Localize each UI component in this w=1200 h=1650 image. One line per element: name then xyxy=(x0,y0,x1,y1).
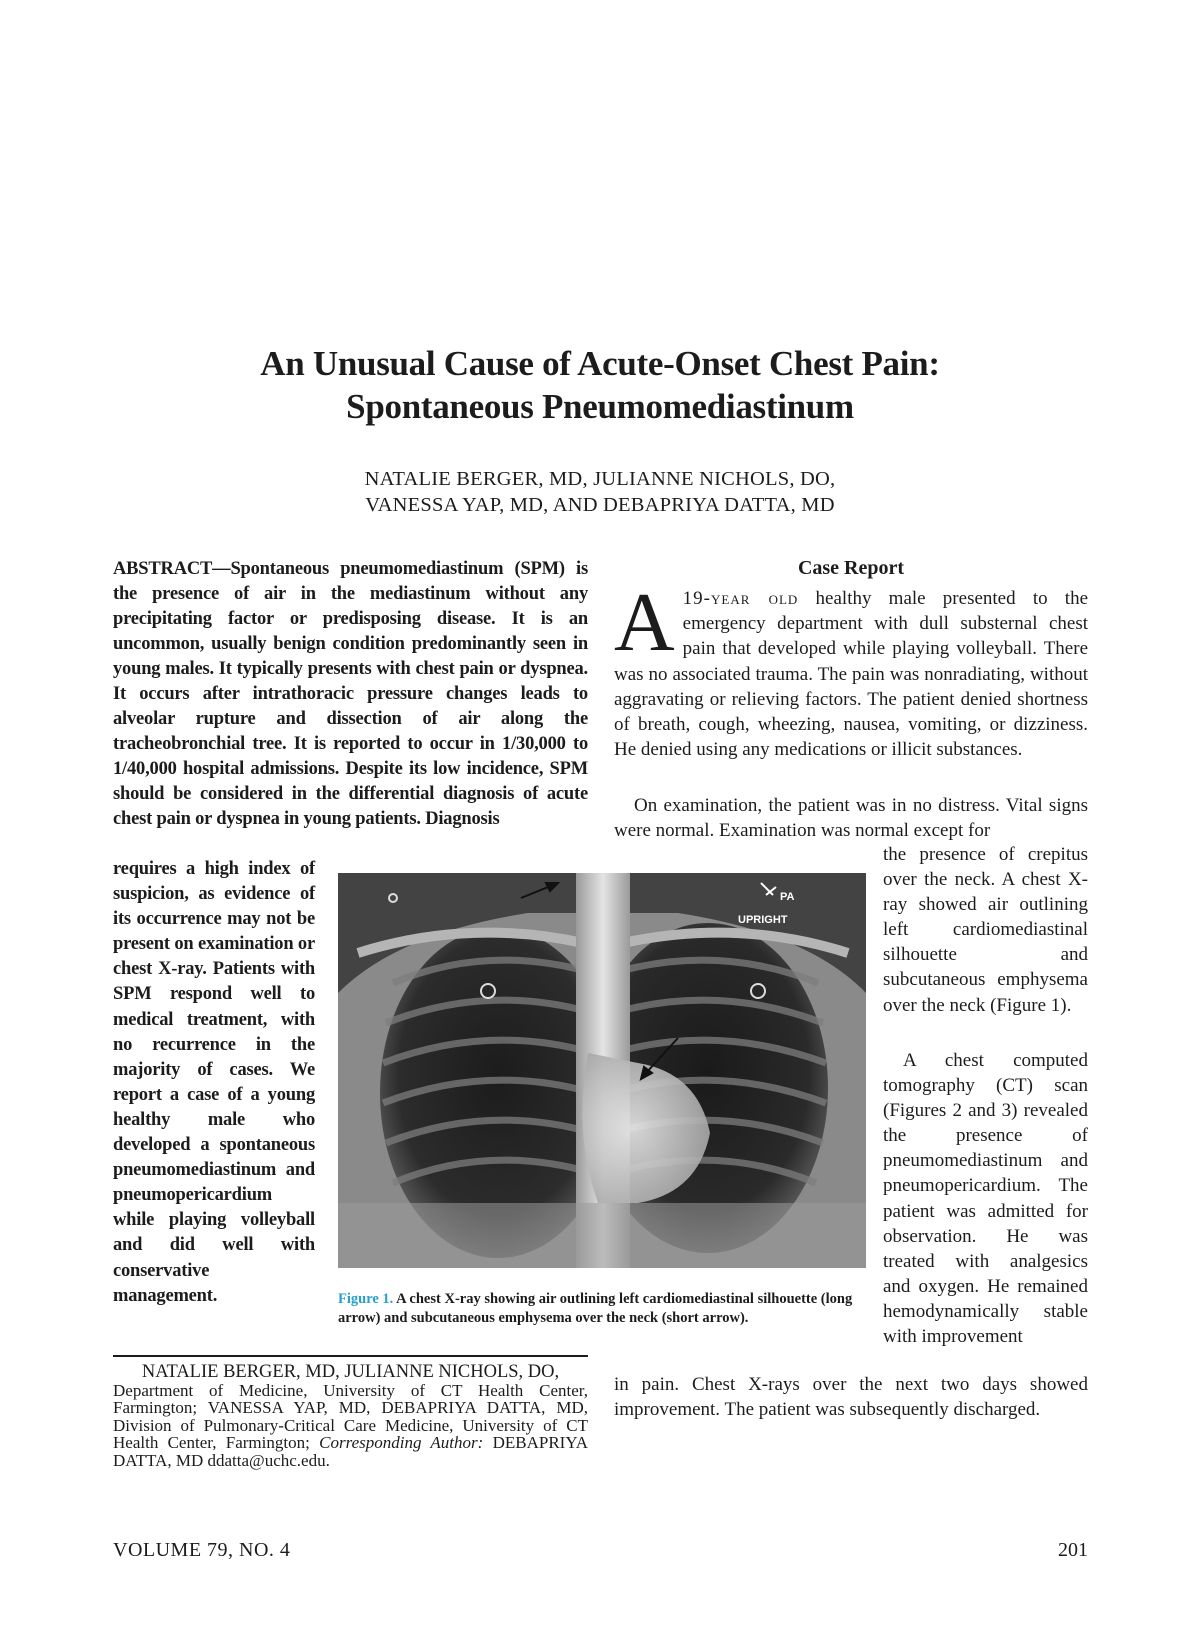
figure-caption xyxy=(338,1290,866,1327)
figure-label: Figure 1. xyxy=(338,1291,394,1307)
title-line-2: Spontaneous Pneumomediastinum xyxy=(346,387,854,426)
chest-xray-image xyxy=(338,873,866,1268)
case-report-paragraph-1 xyxy=(614,576,1089,762)
case-report-paragraph-2: On examination, the patient was in no distress. Vital signs were normal. Examination was normal except for xyxy=(614,795,1088,842)
title-line-1: An Unusual Cause of Acute-Onset Chest Pain: xyxy=(260,344,940,383)
xray-marker-pa: PA xyxy=(780,891,795,903)
journal-volume: VOLUME 79, NO. 4 xyxy=(113,1539,291,1561)
case-report-paragraph-3: A chest computed tomography (CT) scan (Figures 2 and 3) revealed the presence of pneumomediastinum and pneumopericardium. The patient was admitted for observation. He was treated with analgesics and oxygen. He remained hemodynamically stable with improvement xyxy=(883,1050,1088,1348)
case-report-paragraph-2-continued: the presence of crepitus over the neck. A chest X-ray showed air outlining left cardiomediastinal silhouette and subcutaneous emphysema over the neck (Figure 1). xyxy=(883,844,1088,1016)
drop-cap: A xyxy=(614,576,675,669)
corresponding-author-label: Corresponding Author: xyxy=(319,1433,484,1452)
author-byline xyxy=(0,466,1200,518)
chest-xray-figure xyxy=(338,873,866,1268)
abstract-text-continued: requires a high index of suspicion, as evidence of its occurrence may not be present on examination or chest X-ray. Patients with SPM respond well to medical treatment, with no recurrence in the majority of cases. We report a case of a young healthy male who developed a spontaneous pneumomediastinum and pneumopericardium while playing volleyball and did well with conservative management. xyxy=(113,859,315,1306)
case-report-opening: 19-year old xyxy=(682,588,799,609)
page-number: 201 xyxy=(1058,1539,1088,1561)
author-affiliations xyxy=(113,1364,588,1469)
article-title xyxy=(0,342,1200,428)
figure-caption-text: A chest X-ray showing air outlining left cardiomediastinal silhouette (long arrow) and subcutaneous emphysema over the neck (short arrow). xyxy=(338,1291,853,1326)
corresponding-author: DEBAPRIYA DATTA, MD ddatta@uchc.edu. xyxy=(113,1433,589,1470)
case-report-paragraph-1-text: healthy male presented to the emergency department with dull substernal chest pain that developed while playing volleyball. There was no associated trauma. The pain was nonradiating, without aggravating or relieving factors. The patient denied shortness of breath, cough, wheezing, nausea, vomiting, or dizziness. He denied using any medications or illicit substances. xyxy=(614,588,1089,761)
affiliation-divider xyxy=(113,1355,588,1357)
abstract-text-top: ABSTRACT—Spontaneous pneumomediastinum (SPM) is the presence of air in the mediastinum without any precipitating factor or predisposing disease. It is an uncommon, usually benign condition predominantly seen in young males. It typically presents with chest pain or dyspnea. It occurs after intrathoracic pressure changes leads to alveolar rupture and dissection of air along the tracheobronchial tree. It is reported to occur in 1/30,000 to 1/40,000 hospital admissions. Despite its low incidence, SPM should be considered in the differential diagnosis of acute chest pain or dyspnea in young patients. Diagnosis xyxy=(113,559,588,829)
xray-marker-upright: UPRIGHT xyxy=(738,914,788,926)
authors-line-2: VANESSA YAP, MD, AND DEBAPRIYA DATTA, MD xyxy=(365,494,835,516)
case-report-paragraph-3-continued: in pain. Chest X-rays over the next two days showed improvement. The patient was subsequently discharged. xyxy=(614,1374,1088,1421)
affiliation-lead: NATALIE BERGER, MD, JULIANNE NICHOLS, DO, xyxy=(141,1362,560,1382)
authors-line-1: NATALIE BERGER, MD, JULIANNE NICHOLS, DO, xyxy=(364,468,836,490)
section-heading-case-report: Case Report xyxy=(797,557,905,579)
affiliation-body: Department of Medicine, University of CT Health Center, Farmington; VANESSA YAP, MD, DEBAPRIYA DATTA, MD, Division of Pulmonary-Critical Care Medicine, University of CT Health Center, Farmington; xyxy=(113,1380,588,1452)
